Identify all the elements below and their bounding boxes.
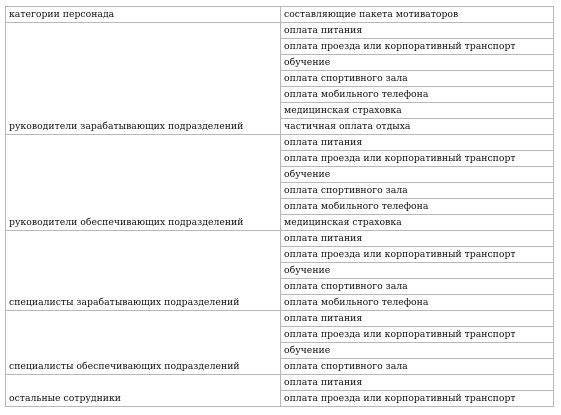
motivator-cell[interactable]: оплата спортивного зала — [281, 279, 554, 295]
motivator-cell[interactable]: оплата проезда или корпоративный транспорт — [281, 151, 554, 167]
motivator-cell[interactable]: оплата спортивного зала — [281, 359, 554, 375]
table-row — [6, 23, 554, 39]
header-personnel-category[interactable]: категории персонада — [6, 7, 281, 23]
motivator-cell[interactable]: оплата мобильного телефона — [281, 295, 554, 311]
table-row — [6, 311, 554, 327]
motivator-cell[interactable]: обучение — [281, 55, 554, 71]
motivators-table — [5, 6, 554, 407]
motivator-cell[interactable]: оплата питания — [281, 135, 554, 151]
motivator-cell[interactable]: оплата мобильного телефона — [281, 199, 554, 215]
motivator-cell[interactable]: оплата проезда или корпоративный транспорт — [281, 391, 554, 407]
motivator-cell[interactable]: медицинская страховка — [281, 215, 554, 231]
motivator-cell[interactable]: оплата спортивного зала — [281, 183, 554, 199]
motivator-cell[interactable]: оплата проезда или корпоративный транспорт — [281, 327, 554, 343]
category-cell[interactable]: специалисты зарабатывающих подразделений — [6, 231, 281, 311]
motivator-cell[interactable]: обучение — [281, 343, 554, 359]
table-row — [6, 135, 554, 151]
motivator-cell[interactable]: оплата проезда или корпоративный транспорт — [281, 39, 554, 55]
motivators-table-body — [6, 7, 554, 407]
motivator-cell[interactable]: оплата питания — [281, 375, 554, 391]
motivator-cell[interactable]: оплата питания — [281, 311, 554, 327]
motivator-cell[interactable]: обучение — [281, 263, 554, 279]
motivator-cell[interactable]: обучение — [281, 167, 554, 183]
motivator-cell[interactable]: оплата питания — [281, 23, 554, 39]
category-cell[interactable]: руководители обеспечивающих подразделений — [6, 135, 281, 231]
header-row — [6, 7, 554, 23]
motivator-cell[interactable]: оплата спортивного зала — [281, 71, 554, 87]
motivator-cell[interactable]: оплата мобильного телефона — [281, 87, 554, 103]
motivator-cell[interactable]: оплата питания — [281, 231, 554, 247]
category-cell[interactable]: остальные сотрудники — [6, 375, 281, 407]
header-motivator-package[interactable]: составляющие пакета мотиваторов — [281, 7, 554, 23]
table-row — [6, 231, 554, 247]
category-cell[interactable]: руководители зарабатывающих подразделений — [6, 23, 281, 135]
motivator-cell[interactable]: частичная оплата отдыха — [281, 119, 554, 135]
motivator-cell[interactable]: медицинская страховка — [281, 103, 554, 119]
category-cell[interactable]: специалисты обеспечивающих подразделений — [6, 311, 281, 375]
table-row — [6, 375, 554, 391]
motivator-cell[interactable]: оплата проезда или корпоративный транспорт — [281, 247, 554, 263]
